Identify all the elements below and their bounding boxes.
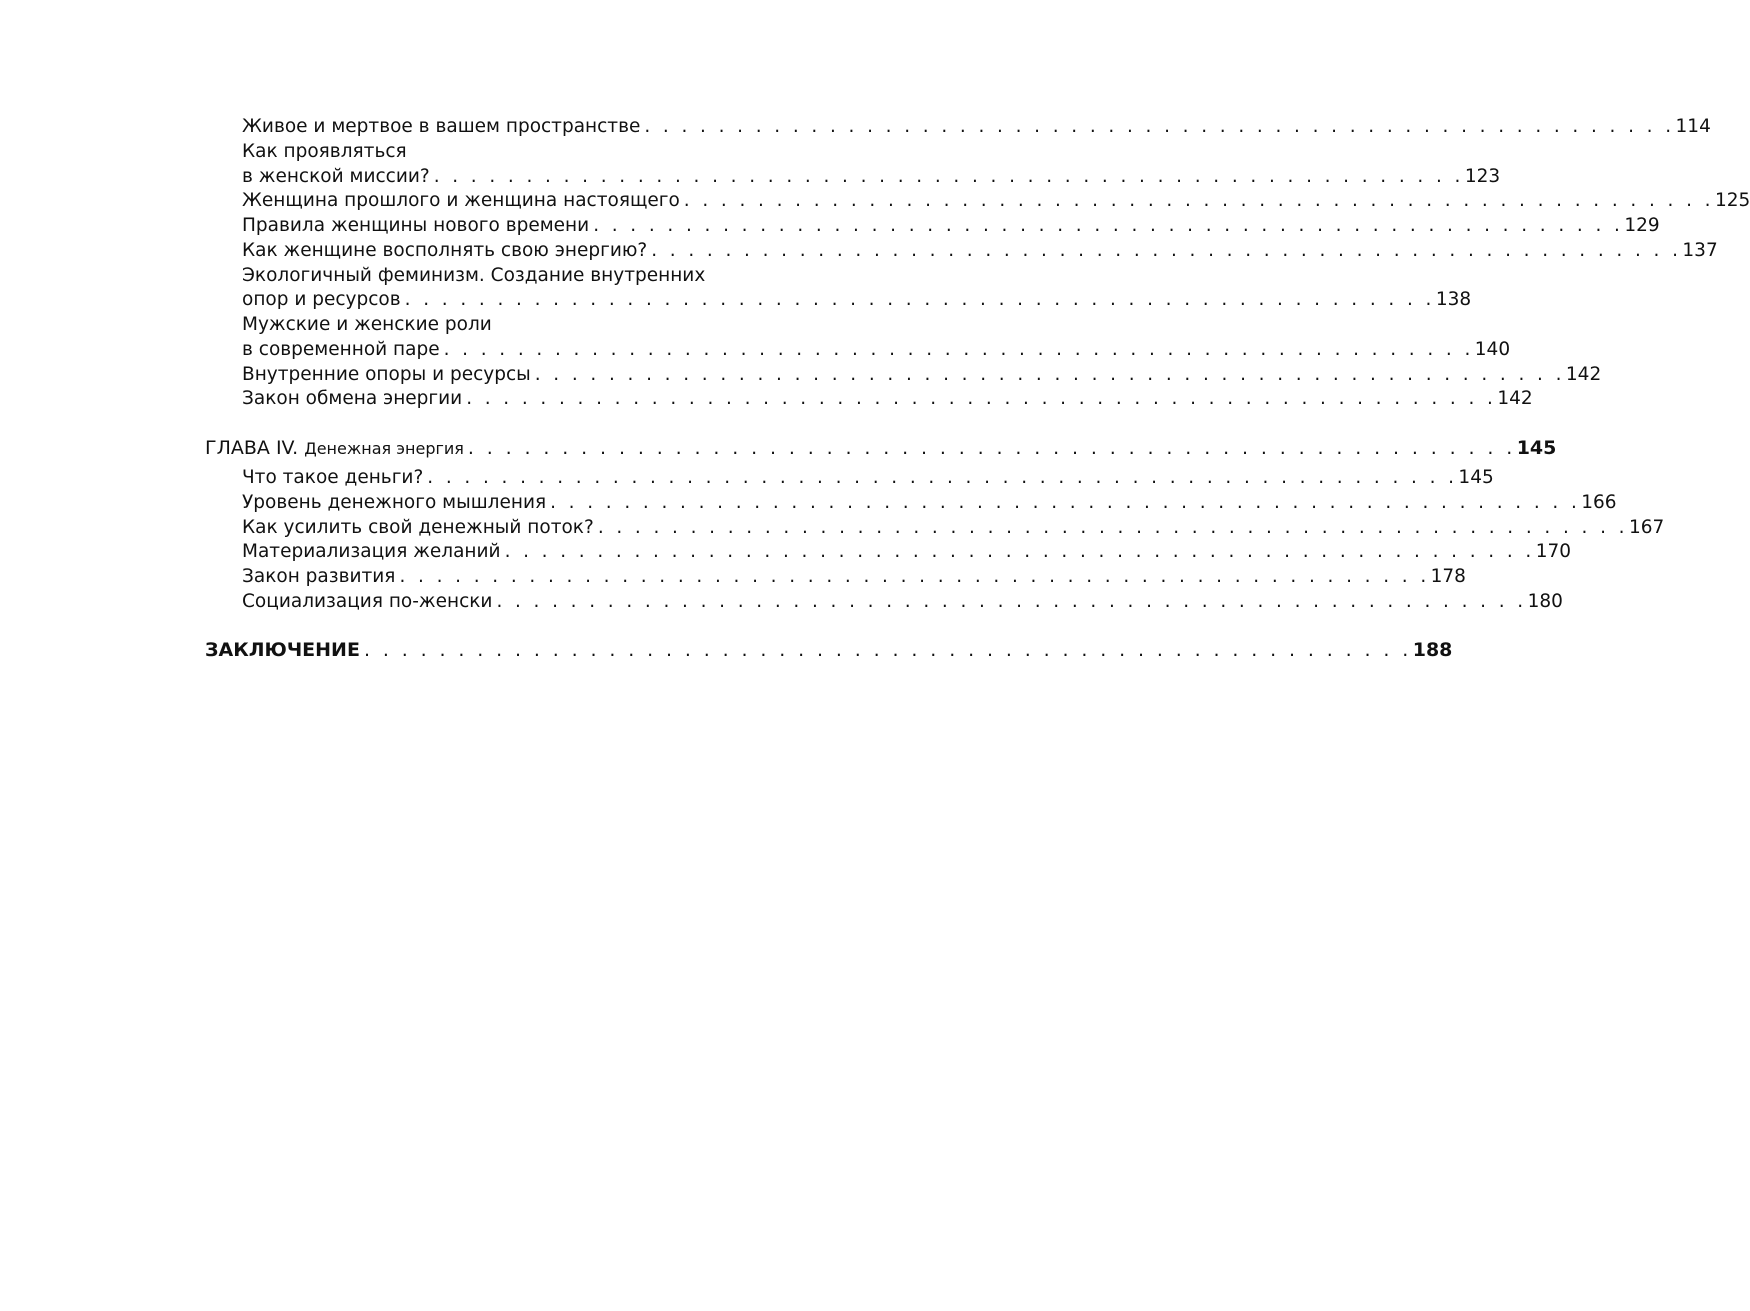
dot-leader: . . . . . . . . . . . . . . . . . . . . . . . . . . . . . . . . . . . . . . . . . . . . . . . . . . . . . . . .: [651, 240, 1682, 261]
chapter-label: ГЛАВА IV.: [205, 437, 299, 459]
toc-entry: [242, 189, 1750, 214]
toc-entry: [242, 165, 1501, 190]
toc-entry-title: Материализация желаний: [242, 541, 501, 562]
toc-entry-title: Социализация по-женски: [242, 591, 493, 612]
dot-leader: . . . . . . . . . . . . . . . . . . . . . . . . . . . . . . . . . . . . . . . . . . . . . . . . . . . . . . . .: [593, 215, 1624, 236]
dot-leader: . . . . . . . . . . . . . . . . . . . . . . . . . . . . . . . . . . . . . . . . . . . . . . . . . . . . . . . .: [683, 190, 1714, 211]
toc-entry: [242, 288, 1472, 313]
toc-entry-title-line1: Мужские и женские роли: [242, 314, 492, 335]
dot-leader: . . . . . . . . . . . . . . . . . . . . . . . . . . . . . . . . . . . . . . . . . . . . . . . . . . . . . . . .: [427, 467, 1458, 488]
toc-entry: [242, 363, 1602, 388]
dot-leader: . . . . . . . . . . . . . . . . . . . . . . . . . . . . . . . . . . . . . . . . . . . . . . . . . . . . . . . .: [597, 517, 1628, 538]
chapter-title: [205, 436, 464, 462]
toc-entry-title: Женщина прошлого и женщина настоящего: [242, 190, 680, 211]
chapter-heading: [205, 436, 1557, 461]
toc-entry-page: 167: [1628, 517, 1665, 538]
toc-entry-page: 125: [1714, 190, 1750, 211]
toc-entry-page: 138: [1435, 289, 1472, 310]
toc-entry-page: 178: [1430, 566, 1466, 587]
toc-entry-page: 142: [1497, 388, 1533, 409]
conclusion-title: ЗАКЛЮЧЕНИЕ: [205, 639, 360, 661]
toc-entry-page: 123: [1464, 166, 1501, 187]
toc-entry-page: 137: [1682, 240, 1718, 261]
toc-entry-title: Как усилить свой денежный поток?: [242, 517, 594, 538]
dot-leader: . . . . . . . . . . . . . . . . . . . . . . . . . . . . . . . . . . . . . . . . . . . . . . . . . . . . . . . .: [467, 437, 1516, 459]
toc-entry-title-line1: Экологичный феминизм. Создание внутренних: [242, 265, 706, 286]
toc-entry-title: Закон обмена энергии: [242, 388, 463, 409]
toc-entry: [242, 239, 1718, 264]
toc-entry-page: 140: [1474, 339, 1511, 360]
toc-entry-title: в современной паре: [242, 339, 440, 360]
toc-entry: [242, 115, 1711, 140]
toc-entry-title: Правила женщины нового времени: [242, 215, 590, 236]
toc-entry-page: 145: [1458, 467, 1494, 488]
toc-entry-title: Уровень денежного мышления: [242, 492, 547, 513]
toc-entry: [242, 466, 1494, 491]
dot-leader: . . . . . . . . . . . . . . . . . . . . . . . . . . . . . . . . . . . . . . . . . . . . . . . . . . . . . . . .: [399, 566, 1430, 587]
toc-entry: [242, 387, 1533, 412]
chapter-name: Денежная энергия: [304, 439, 464, 458]
toc-entry-title: Как женщине восполнять свою энергию?: [242, 240, 648, 261]
toc-entry-title: опор и ресурсов: [242, 289, 401, 310]
toc-entry-page: 180: [1527, 591, 1563, 612]
dot-leader: . . . . . . . . . . . . . . . . . . . . . . . . . . . . . . . . . . . . . . . . . . . . . . . . . . . . . . . .: [433, 166, 1464, 187]
dot-leader: . . . . . . . . . . . . . . . . . . . . . . . . . . . . . . . . . . . . . . . . . . . . . . . . . . . . . . . .: [496, 591, 1527, 612]
toc-entry: [242, 590, 1563, 615]
toc-entry-title: Живое и мертвое в вашем пространстве: [242, 116, 641, 137]
conclusion-entry: [205, 638, 1453, 663]
toc-entry-page: 142: [1565, 364, 1602, 385]
toc-entry: [242, 540, 1572, 565]
toc-entry-title: Что такое деньги?: [242, 467, 424, 488]
dot-leader: . . . . . . . . . . . . . . . . . . . . . . . . . . . . . . . . . . . . . . . . . . . . . . . . . . . . . . . .: [534, 364, 1565, 385]
toc-entry-title: в женской миссии?: [242, 166, 430, 187]
dot-leader: . . . . . . . . . . . . . . . . . . . . . . . . . . . . . . . . . . . . . . . . . . . . . . . . . . . . . . . .: [644, 116, 1675, 137]
toc-entry-title: Внутренние опоры и ресурсы: [242, 364, 531, 385]
dot-leader: . . . . . . . . . . . . . . . . . . . . . . . . . . . . . . . . . . . . . . . . . . . . . . . . . . . . . . . .: [363, 639, 1412, 661]
conclusion-page: 188: [1412, 639, 1453, 661]
toc-entry: [242, 491, 1617, 516]
toc-entry-page: 114: [1675, 116, 1711, 137]
toc-entry-title-line1: Как проявляться: [242, 141, 407, 162]
toc-entry: [242, 565, 1466, 590]
dot-leader: . . . . . . . . . . . . . . . . . . . . . . . . . . . . . . . . . . . . . . . . . . . . . . . . . . . . . . . .: [550, 492, 1581, 513]
toc-entry: [242, 516, 1665, 541]
toc-entry: [242, 338, 1511, 363]
toc-entry-page: 129: [1624, 215, 1660, 236]
chapter-page: 145: [1516, 437, 1557, 459]
dot-leader: . . . . . . . . . . . . . . . . . . . . . . . . . . . . . . . . . . . . . . . . . . . . . . . . . . . . . . . .: [466, 388, 1497, 409]
toc-entry-page: 170: [1535, 541, 1572, 562]
dot-leader: . . . . . . . . . . . . . . . . . . . . . . . . . . . . . . . . . . . . . . . . . . . . . . . . . . . . . . . .: [443, 339, 1474, 360]
dot-leader: . . . . . . . . . . . . . . . . . . . . . . . . . . . . . . . . . . . . . . . . . . . . . . . . . . . . . . . .: [504, 541, 1535, 562]
toc-entry-title: Закон развития: [242, 566, 396, 587]
toc-entry: [242, 214, 1660, 239]
toc-entry-page: 166: [1581, 492, 1617, 513]
dot-leader: . . . . . . . . . . . . . . . . . . . . . . . . . . . . . . . . . . . . . . . . . . . . . . . . . . . . . . . .: [404, 289, 1435, 310]
